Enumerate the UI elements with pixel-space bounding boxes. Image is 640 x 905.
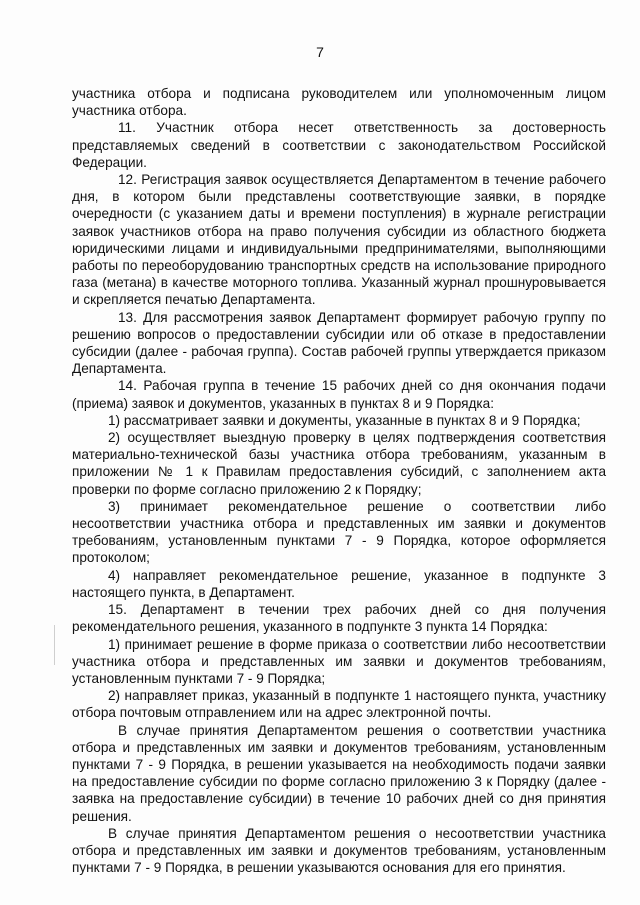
paragraph-decision-negative: В случае принятия Департаментом решения о несоответствии участника отбора и представленных им заявки и документов требованиям, установленным пунктами 7 - 9 Порядка, в решении указываются основания для его принятия. bbox=[72, 825, 606, 876]
paragraph-item-14-3: 3) принимает рекомендательное решение о соответствии либо несоответствии участника отбора и представленных им заявки и документов требованиям, установленным пунктами 7 - 9 Порядка, которое оформляется протоколом; bbox=[72, 498, 606, 566]
page-number: 7 bbox=[316, 44, 324, 60]
paragraph-item-15-1: 1) принимает решение в форме приказа о соответствии либо несоответствии участника отбора и представленных им заявки и документов требованиям, установленным пунктами 7 - 9 Порядка; bbox=[72, 636, 606, 686]
paragraph-item-14-2: 2) осуществляет выездную проверку в целях подтверждения соответствия материально-технической базы участника отбора требованиям, указанным в приложении № 1 к Правилам предоставления субсидий, с заполнением акта проверки по форме согласно приложению 2 к Порядку; bbox=[72, 430, 606, 497]
document-body bbox=[72, 85, 606, 876]
paragraph-item-14-4: 4) направляет рекомендательное решение, указанное в подпункте 3 настоящего пункта, в Департамент. bbox=[72, 567, 606, 600]
paragraph-item-12: 12. Регистрация заявок осуществляется Департаментом в течение рабочего дня, в котором были представлены соответствующие заявки, в порядке очередности (с указанием даты и времени поступления) в журнале регистрации заявок участников отбора на право получения субсидии из областного бюджета юридическими лицами и индивидуальными предпринимателями, выполняющими работы по переоборудованию транспортных средств на использование природного газа (метана) в качестве моторного топлива. Указанный журнал прошнуровывается и скрепляется печатью Департамента. bbox=[72, 172, 606, 308]
paragraph-item-14: 14. Рабочая группа в течение 15 рабочих дней со дня окончания подачи (приема) заявок и документов, указанных в пунктах 8 и 9 Порядка: bbox=[72, 378, 606, 411]
paragraph-item-14-1: 1) рассматривает заявки и документы, указанные в пунктах 8 и 9 Порядка; bbox=[108, 412, 581, 428]
paragraph-item-11: 11. Участник отбора несет ответственность за достоверность представляемых сведений в соответствии с законодательством Российской Федерации. bbox=[72, 120, 606, 170]
paragraph-decision-positive: В случае принятия Департаментом решения о соответствии участника отбора и представленных им заявки и документов требованиям, установленным пунктами 7 - 9 Порядка, в решении указывается на необходимость подачи заявки на предоставление субсидии по форме согласно приложению 3 к Порядку (далее - заявка на предоставление субсидии) в течение 10 рабочих дней со дня принятия решения. bbox=[72, 722, 606, 824]
scan-margin-mark bbox=[54, 625, 55, 665]
paragraph-item-15: 15. Департамент в течении трех рабочих дней со дня получения рекомендательного решения, указанного в подпункте 3 пункта 14 Порядка: bbox=[72, 602, 606, 635]
paragraph-item-15-2: 2) направляет приказ, указанный в подпункте 1 настоящего пункта, участнику отбора почтовым отправлением или на адрес электронной почты. bbox=[72, 688, 606, 721]
paragraph-continuation: участника отбора и подписана руководителем или уполномоченным лицом участника отбора. bbox=[72, 86, 606, 119]
paragraph-item-13: 13. Для рассмотрения заявок Департамент формирует рабочую группу по решению вопросов о предоставлении субсидии или об отказе в предоставлении субсидии (далее - рабочая группа). Состав рабочей группы утверждается приказом Департамента. bbox=[72, 309, 606, 377]
